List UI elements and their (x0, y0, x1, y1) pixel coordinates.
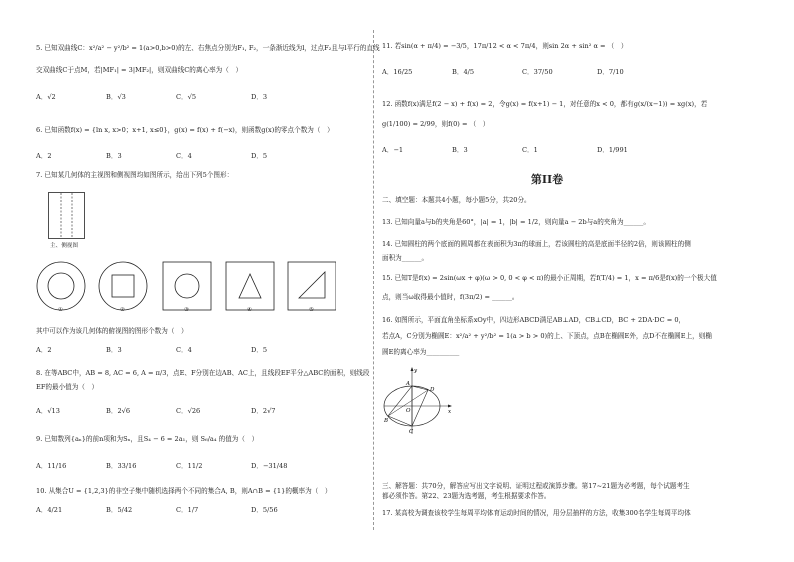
q6-option-b: B．3 (106, 152, 122, 160)
q11-option-c: C．37/50 (522, 68, 553, 76)
q5-option-a: A．√2 (36, 93, 56, 101)
q11-line1: 11. 若sin(α + π/4) = −3/5，17π/12 < α < 7π/4，则sin 2α + sin² α = （ ） (382, 42, 628, 50)
q12-option-c: C．1 (522, 146, 538, 154)
front-side-view-caption: 主、侧视图 (50, 243, 78, 249)
q5-line2: 交双曲线C于点M，若|MF₁| = 3|MF₂|，则双曲线C的离心率为（ ） (36, 66, 243, 74)
q13: 13. 已知向量a与b的夹角是60°，|a| = 1，|b| = 1/2，则向量a − 2b与a的夹角为______。 (382, 218, 650, 226)
axis-label-x: x (448, 409, 452, 415)
q8-line1: 8. 在等ABC中，AB = 8, AC = 6, A = π/3，点E、F分别在边AB、AC上，且线段EF平分△ABC的面积，则线段 (36, 369, 370, 377)
q5-line1: 5. 已知双曲线C：x²/a² − y²/b² = 1(a>0,b>0)的左、右焦点分别为F₁, F₂，一条渐近线为l，过点F₂且与l平行的直线 (36, 44, 380, 52)
q10-option-b: B．5/42 (106, 506, 133, 514)
q5-option-d: D．3 (251, 93, 268, 101)
q6-line1: 6. 已知函数f(x) = {ln x, x>0；x+1, x≤0}，g(x) = f(x) + f(−x)，则函数g(x)的零点个数为（ ） (36, 126, 334, 134)
q14-line2: 面积为______。 (382, 254, 429, 262)
q7-option-d: D．5 (251, 346, 268, 354)
section-title-part-2: 第II卷 (530, 173, 564, 186)
figure-3-label: ③ (184, 307, 190, 313)
q16-line3: 圆E的离心率为__________ (382, 348, 460, 356)
q6-option-d: D．5 (251, 152, 268, 160)
q8-option-a: A．√13 (36, 407, 60, 415)
q14-line1: 14. 已知圆柱的两个底面的圆周都在表面积为3π的球面上，若该圆柱的高是底面半径的2倍，则该圆柱的侧 (382, 240, 691, 248)
q16-line2: 若点A，C分别为椭圆E：x²/a² + y²/b² = 1(a > b > 0)的上、下顶点，点B在椭圆E外，点D不在椭圆E上，则椭 (382, 332, 712, 340)
q8-option-c: C．√26 (176, 407, 201, 415)
point-label-d: D (430, 387, 435, 393)
q12-option-d: D．1/991 (597, 146, 628, 154)
q7-ask: 其中可以作为该几何体的俯视图的图形个数为（ ） (36, 327, 188, 335)
figure-2-square-in-circle (99, 262, 147, 310)
fill-in-header: 二、填空题：本题共4小题，每小题5分，共20分。 (382, 196, 531, 204)
point-label-o: O (406, 408, 411, 414)
figure-5-right-triangle-in-square (288, 262, 336, 310)
point-label-b: B (384, 418, 389, 424)
front-side-view-figure (48, 192, 86, 240)
q11-option-a: A．16/25 (382, 68, 413, 76)
point-label-a: A (406, 381, 410, 387)
ellipse-diagram (382, 366, 454, 436)
q10-option-c: C．1/7 (176, 506, 199, 514)
q12-option-b: B．3 (452, 146, 468, 154)
q12-line2: g(1/100) = 2/99，则f(0) = （ ） (382, 120, 490, 128)
q11-option-d: D．7/10 (597, 68, 624, 76)
q8-option-b: B．2√6 (106, 407, 131, 415)
figure-4-triangle-in-square (226, 262, 274, 310)
q6-option-c: C．4 (176, 152, 192, 160)
q9-option-a: A．11/16 (36, 462, 67, 470)
q15-line1: 15. 已知T是f(x) = 2sin(ωx + φ)(ω > 0, 0 < φ < π)的最小正周期，若f(T/4) = 1，x = π/6是f(x)的一个极大值 (382, 274, 717, 282)
figure-4-label: ④ (247, 307, 253, 313)
point-label-c: C (409, 429, 414, 435)
q17-line1: 17. 某高校为调查该校学生每周平均体育运动时间的情况，用分层抽样的方法，收集300名学生每周平均体 (382, 509, 691, 517)
q11-option-b: B．4/5 (452, 68, 475, 76)
q5-option-b: B．√3 (106, 93, 126, 101)
q15-line2: 点，则当ω取得最小值时，f(3π/2) = ______。 (382, 293, 519, 301)
q12-line1: 12. 函数f(x)满足f(2 − x) + f(x) = 2，令g(x) = f(x+1) − 1，对任意的x < 0，都有g(x/(x−1)) = xg(x)，若 (382, 100, 708, 108)
figure-3-circle-in-square (163, 262, 211, 310)
figure-1-concentric-circles (37, 262, 85, 310)
q16-line1: 16. 如图所示，平面直角坐标系xOy中，四边形ABCD满足AB⊥AD，CB⊥CD，BC + 2DA·DC = 0， (382, 316, 686, 324)
q6-option-a: A．2 (36, 152, 52, 160)
q7-line1: 7. 已知某几何体的主视图和侧视图均如图所示，给出下列5个图形： (36, 171, 234, 179)
q9-line1: 9. 已知数列{aₙ}的前n项和为Sₙ，且S₄ − 6 = 2a₁，则 S₆/a₄ 的值为（ ） (36, 435, 259, 443)
q7-option-c: C．4 (176, 346, 192, 354)
axis-label-y: y (414, 368, 418, 374)
q7-option-a: A．2 (36, 346, 52, 354)
figure-1-label: ① (58, 307, 64, 313)
q9-option-c: C．11/2 (176, 462, 203, 470)
column-divider (373, 30, 374, 530)
q8-option-d: D．2√7 (251, 407, 276, 415)
q9-option-b: B．33/16 (106, 462, 137, 470)
figure-5-label: ⑤ (309, 307, 315, 313)
answer-header-line1: 三、解答题：共70分，解答应写出文字说明、证明过程或演算步骤。第17~21题为必考题，每个试题考生 (382, 482, 690, 490)
q12-option-a: A．−1 (382, 146, 404, 154)
q9-option-d: D．−31/48 (251, 462, 288, 470)
figure-2-label: ② (120, 307, 126, 313)
q5-option-c: C．√5 (176, 93, 197, 101)
q8-line2: EF的最小值为（ ） (36, 383, 99, 391)
q10-line1: 10. 从集合U = {1,2,3}的非空子集中随机选择两个不同的集合A, B，则A∩B = {1}的概率为（ ） (36, 487, 332, 495)
q7-option-b: B．3 (106, 346, 122, 354)
answer-header-line2: 都必须作答。第22、23题为选考题，考生根据要求作答。 (382, 492, 551, 500)
q10-option-a: A．4/21 (36, 506, 63, 514)
q10-option-d: D．5/56 (251, 506, 278, 514)
